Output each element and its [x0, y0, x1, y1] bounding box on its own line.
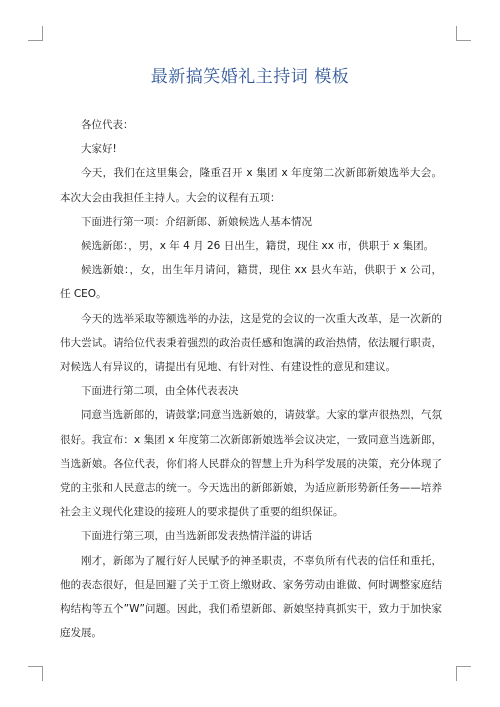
paragraph: 刚才，新郎为了履行好人民赋予的神圣职责，不辜负所有代表的信任和重托，他的表态很好，但是回避了关于工资上缴财政、家务劳动由谁做、何时调整家庭结构结构等五个”W”问题。因此，我们希望新郎、新娘坚持真抓实干，致力于加快家庭发展。 — [60, 554, 442, 640]
agenda-item-two: 下面进行第二项，由全体代表表决 — [81, 385, 239, 398]
document-body — [60, 113, 442, 645]
corner-mark-top-right — [456, 26, 471, 41]
groom-candidate: 候选新郎：，男，x 年 4 月 26 日出生，籍贯，现住 xx 市，供职于 x 集团。 — [81, 240, 435, 253]
greeting: 大家好! — [81, 143, 117, 156]
paragraph: 同意当选新郎的，请鼓掌;同意当选新娘的，请鼓掌。大家的掌声很热烈，气氛很好。我宣布：x 集团 x 年度第二次新郎新娘选举会议决定，一致同意当选新郎，当选新娘。各位代表，你们将人民群众的智慧上升为科学发展的决策，充分体现了党的主张和人民意志的统一。今天选出的新郎新娘，为适应新形势新任务——培养社会主义现代化建设的接班人的要求提供了重要的组织保证。 — [60, 409, 442, 519]
agenda-item-three: 下面进行第三项，由当选新郎发表热情洋溢的讲话 — [81, 530, 312, 543]
paragraph: 今天，我们在这里集会，隆重召开 x 集团 x 年度第二次新郎新娘选举大会。本次大会由我担任主持人。大会的议程有五项： — [60, 167, 442, 204]
document-title: 最新搞笑婚礼主持词 模板 — [150, 67, 350, 87]
agenda-item-one: 下面进行第一项：介绍新郎、新娘候选人基本情况 — [81, 215, 312, 228]
corner-mark-top-left — [28, 26, 43, 41]
paragraph: 今天的选举采取等额选举的办法，这是党的会议的一次重大改革，是一次新的伟大尝试。请给位代表秉着强烈的政治责任感和饱满的政治热情，依法履行职责，对候选人有异议的，请提出有见地、有针对性、有建设性的意见和建议。 — [60, 312, 442, 374]
corner-mark-bottom-left — [28, 666, 43, 681]
bride-candidate: 候选新娘：，女，出生年月请问，籍贯，现住 xx 县火车站，供职于 x 公司，任 CEO。 — [60, 264, 442, 301]
corner-mark-bottom-right — [456, 666, 471, 681]
salutation: 各位代表： — [81, 119, 134, 131]
